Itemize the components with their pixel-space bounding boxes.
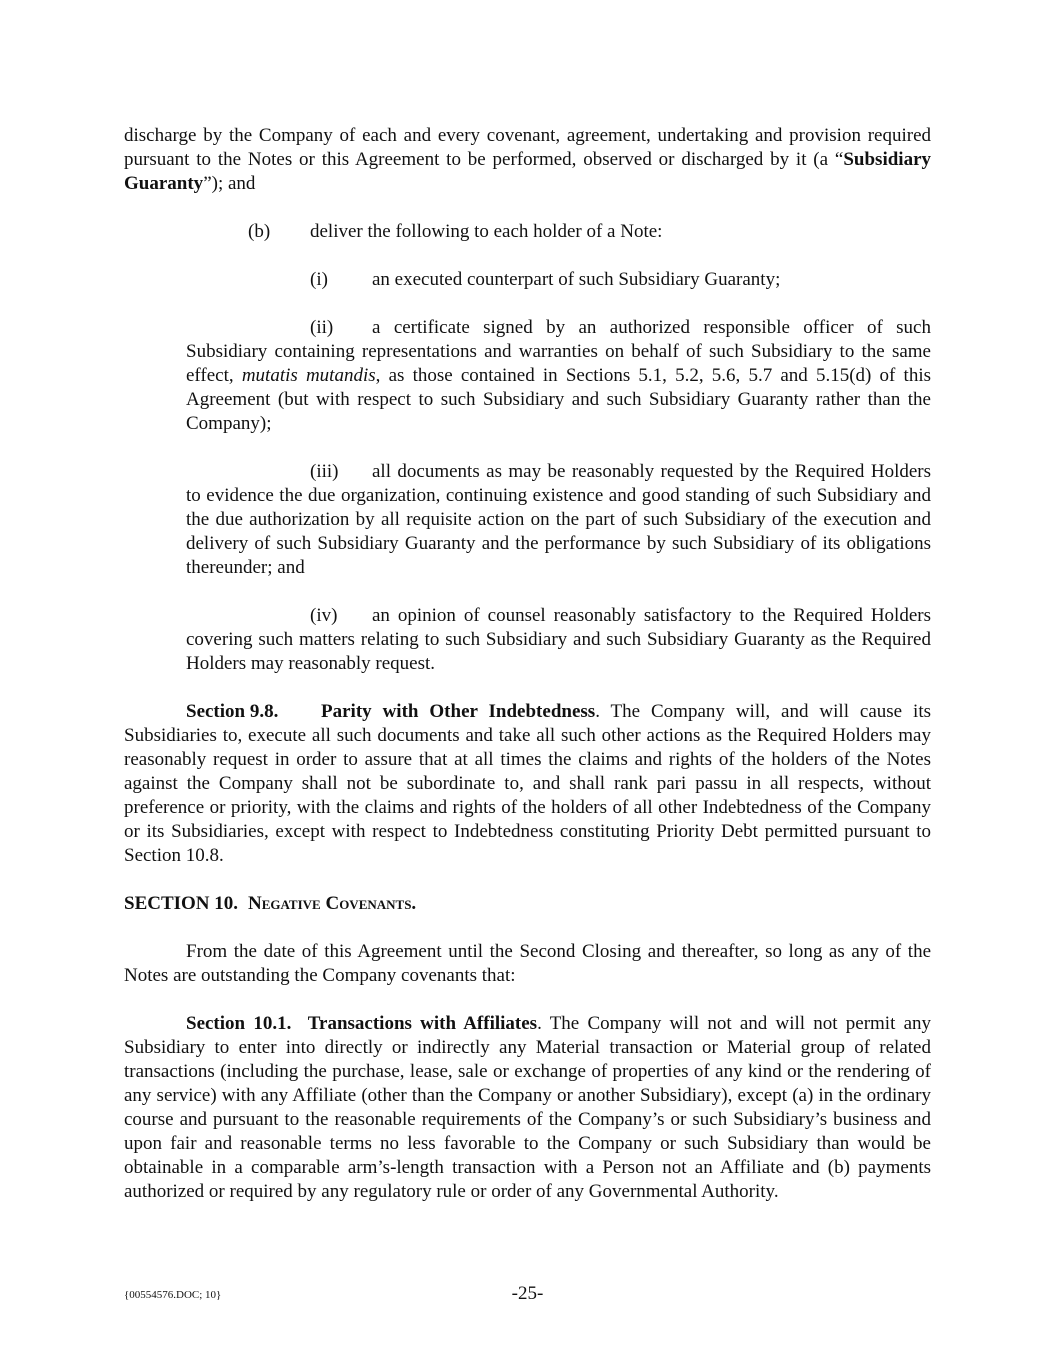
defined-term: Subsidiary Guaranty <box>124 149 931 194</box>
section-9-8-title: Parity with Other Indebtedness <box>321 701 596 722</box>
section-10-heading <box>124 892 931 916</box>
clause-iv-label: (iv) <box>310 605 338 626</box>
section-10-title: Negative Covenants. <box>248 893 417 914</box>
clause-iii-label: (iii) <box>310 461 339 482</box>
page-number: -25- <box>511 1283 544 1304</box>
document-page <box>124 124 931 1204</box>
clause-i-label: (i) <box>310 269 328 290</box>
clause-b: (b) deliver the following to each holder of a Note: <box>248 221 663 242</box>
section-10-1-number: Section 10.1. <box>186 1013 292 1034</box>
clause-ii-label: (ii) <box>310 317 334 338</box>
section-10-1: Section 10.1. Transactions with Affiliates. The Company will not and will not permit any Subsidiary to enter into directly or indirectly any Material transaction or Material group of related transactions (including the purchase, lease, sale or exchange of properties of any kind or the rendering of any service) with any Affiliate (other than the Company or another Subsidiary), except (a) in the ordinary course and pursuant to the reasonable requirements of the Company’s or such Subsidiary’s business and upon fair and reasonable terms no less favorable to the Company or such Subsidiary than would be obtainable in a comparable arm’s-length transaction with a Person not an Affiliate and (b) payments authorized or required by any regulatory rule or order of any Governmental Authority. <box>124 1013 932 1202</box>
clause-iii: (iii) all documents as may be reasonably requested by the Required Holders to evidence the due organization, continuing existence and good standing of such Subsidiary and the due authorization by all requisite action on the part of such Subsidiary of the execution and delivery of such Subsidiary Guaranty and the performance by such Subsidiary of its obligations thereunder; and <box>186 461 931 578</box>
clause-b-label: (b) <box>248 221 271 242</box>
intro-paragraph: discharge by the Company of each and every covenant, agreement, undertaking and provision required pursuant to the Notes or this Agreement to be performed, observed or discharged by it (a “Subsidiary Guaranty”); and <box>124 125 931 194</box>
clause-i: (i) an executed counterpart of such Subsidiary Guaranty; <box>310 269 781 290</box>
page-footer <box>124 1283 931 1307</box>
document-reference: {00554576.DOC; 10} <box>124 1289 222 1301</box>
clause-iv: (iv) an opinion of counsel reasonably satisfactory to the Required Holders covering such matters relating to such Subsidiary and such Subsidiary Guaranty as the Required Holders may reasonably request. <box>186 605 931 674</box>
clause-ii: (ii) a certificate signed by an authorized responsible officer of such Subsidiary containing representations and warranties on behalf of such Subsidiary to the same effect, mutatis mutandis, as those contained in Sections 5.1, 5.2, 5.6, 5.7 and 5.15(d) of this Agreement (but with respect to such Subsidiary and such Subsidiary Guaranty rather than the Company); <box>186 317 932 434</box>
section-9-8: Section 9.8. Parity with Other Indebtedness. The Company will, and will cause its Subsidiaries to, execute all such documents and take all such other actions as the Required Holders may reasonably request in order to assure that at all times the claims and rights of the holders of the Notes against the Company shall not be subordinate to, and shall rank pari passu in all respects, without preference or priority, with the claims and rights of the holders of all other Indebtedness of the Company or its Subsidiaries, except with respect to Indebtedness constituting Priority Debt permitted pursuant to Section 10.8. <box>124 701 931 866</box>
section-10-1-title: Transactions with Affiliates <box>307 1013 538 1034</box>
section-9-8-number: Section 9.8. <box>186 701 279 722</box>
section-10-number: SECTION 10. <box>124 893 239 914</box>
section-10-intro: From the date of this Agreement until the Second Closing and thereafter, so long as any of the Notes are outstanding the Company covenants that: <box>124 941 931 986</box>
latin-phrase: mutatis mutandis <box>241 365 376 386</box>
